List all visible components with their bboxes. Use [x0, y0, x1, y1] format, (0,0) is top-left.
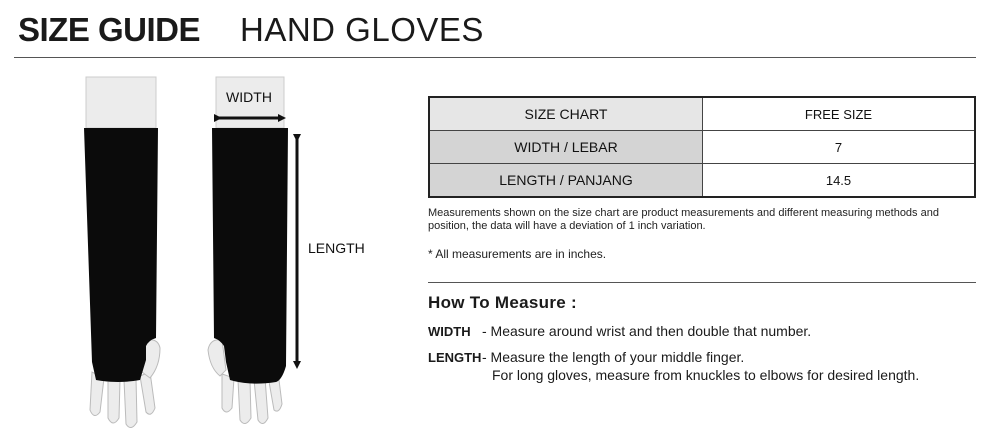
row-label-width: WIDTH / LEBAR [429, 131, 703, 164]
table-header-row [429, 97, 975, 131]
page-subtitle: HAND GLOVES [240, 11, 484, 48]
table-row [429, 164, 975, 198]
row-value-width: 7 [703, 131, 976, 164]
glove-illustration [0, 60, 400, 438]
section-divider [428, 282, 976, 283]
glove-drawing [0, 60, 400, 438]
column-header-free-size: FREE SIZE [703, 97, 976, 131]
page-title: SIZE GUIDE [18, 11, 201, 48]
header-divider [14, 57, 976, 58]
row-value-length: 14.5 [703, 164, 976, 198]
term-length: LENGTH [428, 350, 482, 365]
how-to-measure-title: How To Measure : [428, 293, 578, 312]
column-header-size-chart: SIZE CHART [429, 97, 703, 131]
inches-note: * All measurements are in inches. [428, 247, 607, 261]
desc-length: - Measure the length of your middle finger. [482, 349, 745, 365]
table-row [429, 131, 975, 164]
term-width: WIDTH [428, 324, 471, 339]
size-chart-table [428, 96, 976, 198]
measurement-note: Measurements shown on the size chart are product measurements and different measuring methods and position, the data will have a deviation of 1 inch variation. [428, 207, 939, 232]
right-glove [208, 77, 288, 424]
width-label: WIDTH [226, 89, 272, 105]
length-label: LENGTH [308, 240, 365, 256]
desc-width: - Measure around wrist and then double that number. [482, 323, 812, 339]
left-glove [84, 77, 160, 428]
desc-length-long: For long gloves, measure from knuckles to elbows for desired length. [492, 367, 920, 383]
row-label-length: LENGTH / PANJANG [429, 164, 703, 198]
